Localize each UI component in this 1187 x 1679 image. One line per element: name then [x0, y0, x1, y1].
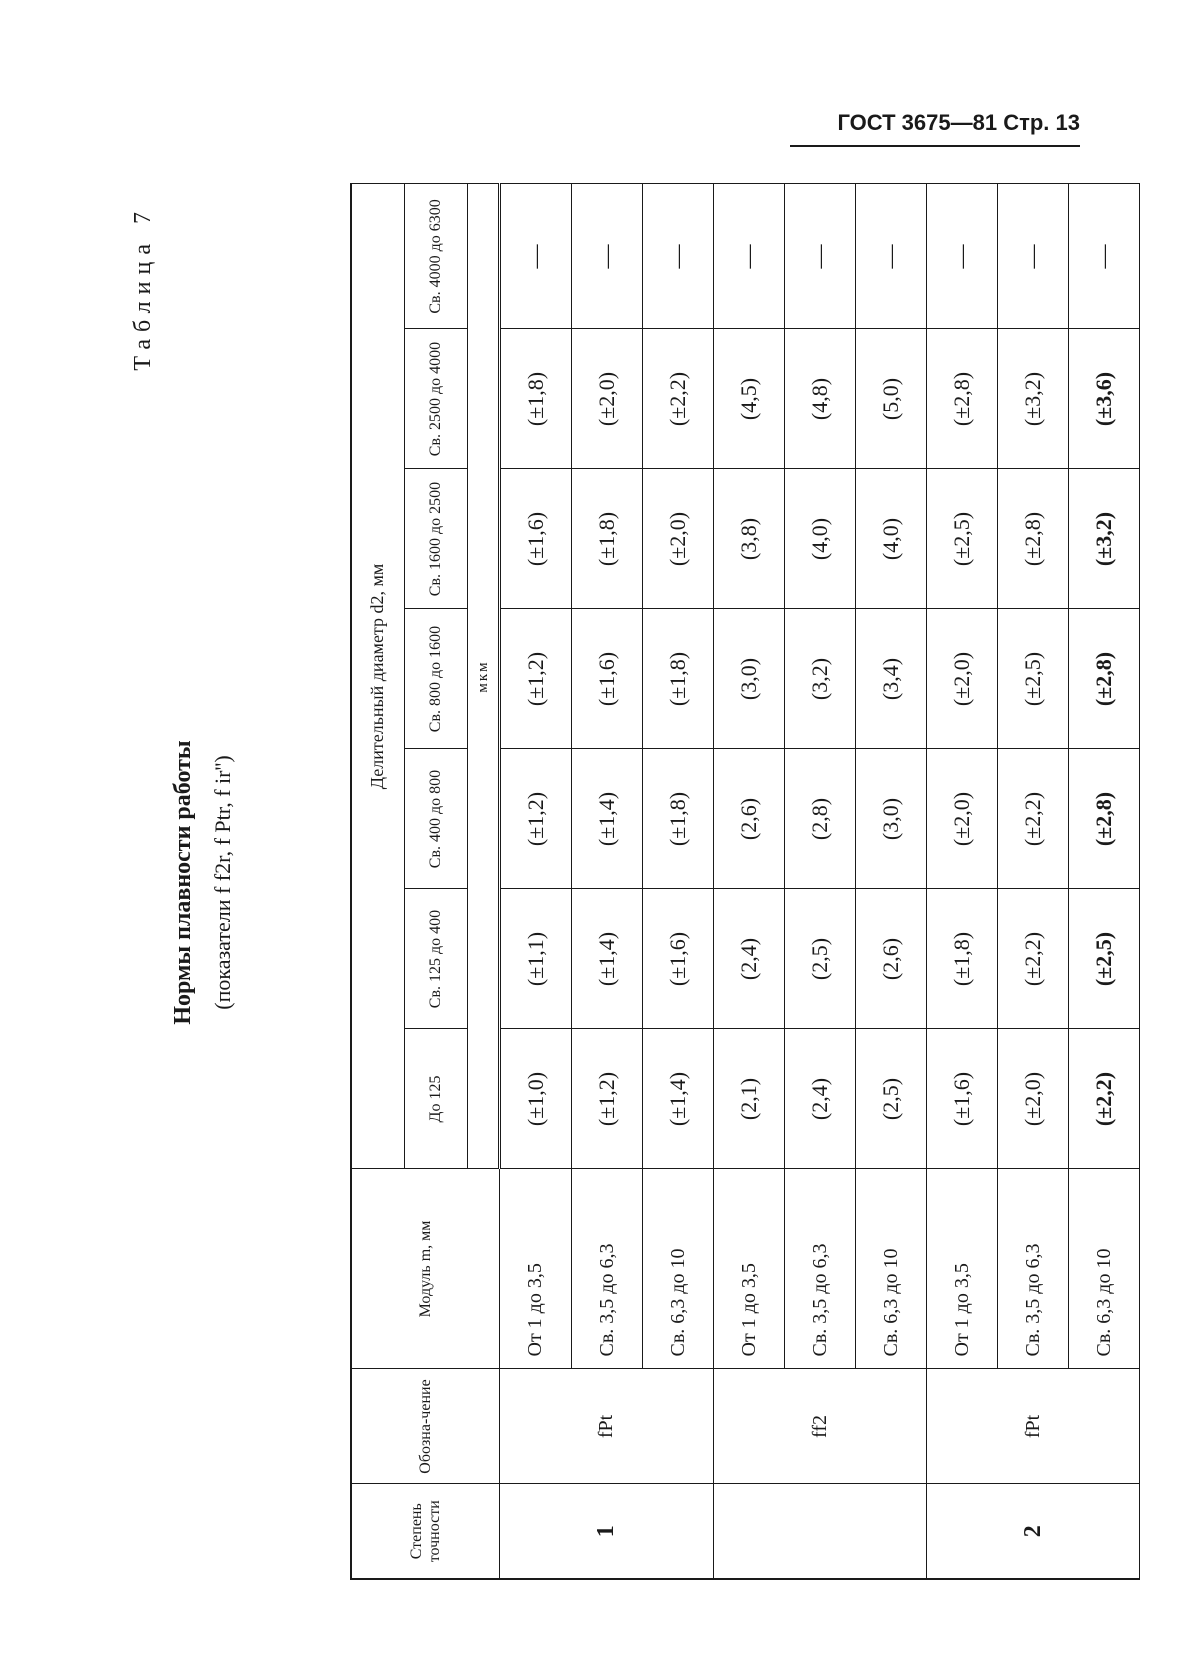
symbol-cell: fPt	[500, 1369, 714, 1484]
header-diam-range: Св. 400 до 800	[405, 749, 468, 889]
value-cell: (±1,8)	[643, 609, 714, 749]
value-cell: (±2,2)	[643, 329, 714, 469]
value-cell: —	[998, 184, 1069, 329]
value-cell: (2,8)	[785, 749, 856, 889]
value-cell: —	[856, 184, 927, 329]
value-cell: —	[500, 184, 572, 329]
value-cell: (3,0)	[714, 609, 785, 749]
value-cell: (±2,8)	[998, 469, 1069, 609]
modul-cell: От 1 до 3,5	[500, 1169, 572, 1369]
value-cell: (2,5)	[856, 1029, 927, 1169]
header-diam-range: Св. 4000 до 6300	[405, 184, 468, 329]
modul-cell: Св. 3,5 до 6,3	[785, 1169, 856, 1369]
value-cell: (±1,0)	[500, 1029, 572, 1169]
value-cell: (±1,2)	[500, 749, 572, 889]
value-cell: (±2,8)	[1069, 609, 1140, 749]
header-diam-range: Св. 125 до 400	[405, 889, 468, 1029]
table-row	[927, 184, 998, 1579]
value-cell: (±1,6)	[927, 1029, 998, 1169]
value-cell: (±2,2)	[998, 889, 1069, 1029]
value-cell: (±2,8)	[1069, 749, 1140, 889]
value-cell: (2,6)	[714, 749, 785, 889]
value-cell: (4,8)	[785, 329, 856, 469]
value-cell: (±2,0)	[643, 469, 714, 609]
value-cell: (±1,8)	[643, 749, 714, 889]
value-cell: (3,2)	[785, 609, 856, 749]
modul-cell: От 1 до 3,5	[927, 1169, 998, 1369]
value-cell: (3,4)	[856, 609, 927, 749]
header-symbol: Обозна-чение	[351, 1369, 500, 1484]
value-cell: (±2,2)	[1069, 1029, 1140, 1169]
value-cell: (±3,2)	[1069, 469, 1140, 609]
value-cell: —	[572, 184, 643, 329]
value-cell: (±2,0)	[572, 329, 643, 469]
table-row	[500, 184, 572, 1579]
value-cell: (4,5)	[714, 329, 785, 469]
rotated-page-content	[130, 185, 1130, 1580]
symbol-cell: fPt	[927, 1369, 1140, 1484]
value-cell: (2,6)	[856, 889, 927, 1029]
value-cell: —	[785, 184, 856, 329]
value-cell: (±1,2)	[500, 609, 572, 749]
value-cell: (±1,8)	[572, 469, 643, 609]
modul-cell: Св. 3,5 до 6,3	[572, 1169, 643, 1369]
value-cell: (±1,6)	[643, 889, 714, 1029]
value-cell: (±1,4)	[643, 1029, 714, 1169]
value-cell: (2,4)	[785, 1029, 856, 1169]
value-cell: (3,8)	[714, 469, 785, 609]
value-cell: (±3,2)	[998, 329, 1069, 469]
value-cell: (±1,6)	[572, 609, 643, 749]
degree-cell	[714, 1484, 927, 1579]
value-cell: (2,4)	[714, 889, 785, 1029]
header-rule	[790, 145, 1080, 147]
smoothness-norms-table	[350, 183, 1140, 1580]
table-row	[714, 184, 785, 1579]
value-cell: (±2,0)	[927, 609, 998, 749]
header-units: мкм	[468, 184, 500, 1169]
title-block	[130, 185, 290, 1580]
value-cell: (±2,0)	[927, 749, 998, 889]
header-diam-range: До 125	[405, 1029, 468, 1169]
degree-cell: 1	[500, 1484, 714, 1579]
header-diam-range: Св. 2500 до 4000	[405, 329, 468, 469]
header-modul: Модуль m, мм	[351, 1169, 500, 1369]
modul-cell: Св. 3,5 до 6,3	[998, 1169, 1069, 1369]
value-cell: (4,0)	[856, 469, 927, 609]
value-cell: (2,1)	[714, 1029, 785, 1169]
value-cell: (±1,6)	[500, 469, 572, 609]
header-diam-range: Св. 800 до 1600	[405, 609, 468, 749]
modul-cell: Св. 6,3 до 10	[1069, 1169, 1140, 1369]
modul-cell: Св. 6,3 до 10	[856, 1169, 927, 1369]
value-cell: (±1,4)	[572, 749, 643, 889]
value-cell: (±2,5)	[927, 469, 998, 609]
value-cell: —	[714, 184, 785, 329]
value-cell: —	[1069, 184, 1140, 329]
value-cell: (±2,5)	[998, 609, 1069, 749]
value-cell: —	[643, 184, 714, 329]
modul-cell: От 1 до 3,5	[714, 1169, 785, 1369]
header-diameter: Делительный диаметр d2, мм	[351, 184, 405, 1169]
value-cell: (±1,1)	[500, 889, 572, 1029]
header-diam-range: Св. 1600 до 2500	[405, 469, 468, 609]
table-title: Нормы плавности работы	[170, 740, 196, 1025]
value-cell: (±1,8)	[500, 329, 572, 469]
value-cell: (5,0)	[856, 329, 927, 469]
value-cell: (±2,8)	[927, 329, 998, 469]
value-cell: (±1,2)	[572, 1029, 643, 1169]
symbol-cell: ff2	[714, 1369, 927, 1484]
page-header: ГОСТ 3675—81 Стр. 13	[837, 110, 1080, 135]
degree-cell: 2	[927, 1484, 1140, 1579]
value-cell: —	[927, 184, 998, 329]
header-degree: Степень точности	[351, 1484, 500, 1579]
value-cell: (4,0)	[785, 469, 856, 609]
value-cell: (2,5)	[785, 889, 856, 1029]
value-cell: (±3,6)	[1069, 329, 1140, 469]
value-cell: (±1,8)	[927, 889, 998, 1029]
value-cell: (±1,4)	[572, 889, 643, 1029]
table-label: Таблица 7	[130, 205, 156, 371]
table-subtitle: (показатели f f2r, f Ptr, f ir'')	[210, 755, 235, 1010]
value-cell: (±2,2)	[998, 749, 1069, 889]
value-cell: (3,0)	[856, 749, 927, 889]
value-cell: (±2,0)	[998, 1029, 1069, 1169]
value-cell: (±2,5)	[1069, 889, 1140, 1029]
modul-cell: Св. 6,3 до 10	[643, 1169, 714, 1369]
